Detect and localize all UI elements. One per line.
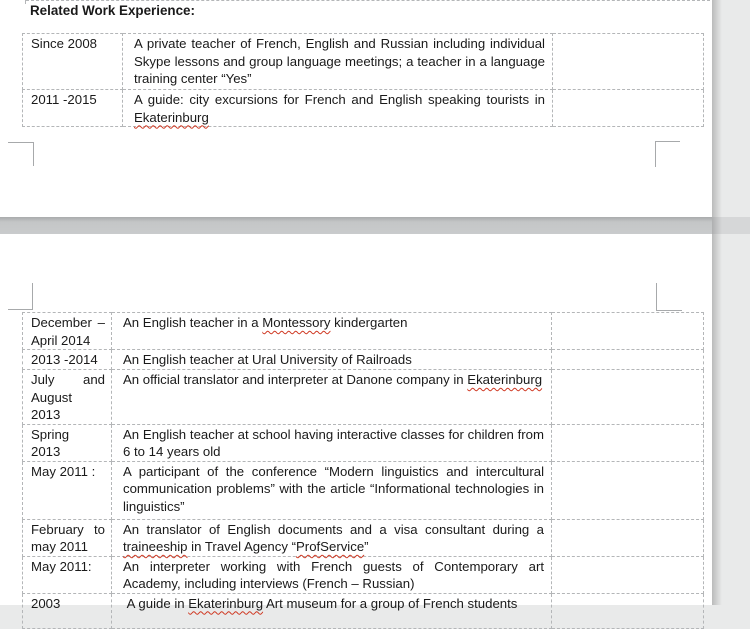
margin-crop-mark — [8, 309, 33, 310]
description-cell[interactable] — [112, 424, 552, 461]
experience-table-page1 — [22, 33, 704, 127]
misspelled-word: Ekaterinburg — [188, 595, 264, 611]
date-cell[interactable] — [23, 34, 123, 90]
empty-cell[interactable] — [552, 556, 704, 593]
table-row — [23, 313, 704, 350]
date-line: 2011 -2015 — [31, 92, 97, 107]
description-cell[interactable] — [112, 350, 552, 370]
misspelled-word: Ekaterinburg — [467, 372, 543, 387]
date-line: February to — [31, 521, 105, 537]
date-line: July and — [31, 372, 105, 387]
table-row — [23, 519, 704, 556]
description-cell[interactable] — [112, 461, 552, 519]
text-segment: An English teacher at Ural University of Railroads — [123, 352, 412, 367]
misspelled-word: traineeship — [123, 539, 188, 554]
empty-cell[interactable] — [553, 90, 704, 127]
table-row — [23, 424, 704, 461]
margin-crop-mark — [656, 283, 657, 311]
margin-crop-mark — [32, 283, 33, 310]
text-segment: A participant of the conference “Modern linguistics and intercultural communication problems” with the article “Informational technologies in linguistics” — [123, 463, 544, 514]
text-segment: An interpreter working with French guests of Contemporary art Academy, including interviews (French – Russian) — [123, 558, 544, 591]
misspelled-word: ProfService — [296, 539, 365, 554]
text-segment: A guide in — [123, 595, 189, 611]
date-cell[interactable] — [23, 90, 123, 127]
empty-cell[interactable] — [552, 519, 704, 556]
date-cell[interactable] — [23, 461, 112, 519]
margin-crop-mark — [655, 141, 680, 142]
text-segment: in Travel Agency “ — [187, 539, 296, 554]
description-cell[interactable] — [112, 556, 552, 593]
empty-cell[interactable] — [552, 424, 704, 461]
date-cell[interactable] — [23, 556, 112, 593]
text-segment: kindergarten — [330, 315, 408, 330]
date-cell[interactable] — [23, 593, 112, 628]
date-line: May 2011: — [31, 558, 92, 574]
date-line: Spring 2013 — [31, 426, 73, 459]
description-cell[interactable] — [112, 313, 552, 350]
date-cell[interactable] — [23, 370, 112, 425]
empty-cell[interactable] — [552, 370, 704, 425]
description-cell[interactable] — [123, 90, 553, 127]
margin-crop-mark — [655, 141, 656, 167]
text-segment: An English teacher at school having interactive classes for children from 6 to 14 years old — [123, 426, 544, 459]
experience-table-page1-body — [23, 34, 704, 127]
date-cell[interactable] — [23, 313, 112, 350]
table-row — [23, 556, 704, 593]
text-segment: ” — [364, 539, 369, 554]
date-line: April 2014 — [31, 332, 91, 348]
text-segment: Art museum for a group of French students — [263, 595, 518, 611]
date-line: 2013 -2014 — [31, 352, 98, 367]
date-cell[interactable] — [23, 519, 112, 556]
table-row — [23, 370, 704, 425]
table-row — [23, 350, 704, 370]
experience-table-page2-body — [23, 313, 704, 629]
page-gap — [0, 217, 712, 234]
date-cell[interactable] — [23, 424, 112, 461]
cut-off-cell-border-tick — [25, 0, 26, 4]
text-segment: An English teacher in a — [123, 315, 263, 330]
section-heading[interactable]: Related Work Experience: — [30, 3, 195, 18]
table-row — [23, 593, 704, 628]
empty-cell[interactable] — [552, 461, 704, 519]
table-row — [23, 461, 704, 519]
description-cell[interactable] — [112, 593, 552, 628]
description-cell[interactable] — [112, 519, 552, 556]
cut-off-cell-border — [26, 0, 710, 1]
text-segment: An translator of English documents and a visa consultant during a — [123, 521, 544, 537]
date-line: Since 2008 — [31, 36, 97, 51]
empty-cell[interactable] — [552, 313, 704, 350]
date-cell[interactable] — [23, 350, 112, 370]
date-line: December – — [31, 315, 105, 330]
table-row — [23, 34, 704, 90]
date-line: may 2011 — [31, 539, 88, 554]
empty-cell[interactable] — [552, 350, 704, 370]
date-line: 2003 — [31, 595, 61, 611]
date-line: May 2011 : — [31, 463, 96, 479]
margin-crop-mark — [8, 142, 33, 143]
misspelled-word: Montessory — [262, 315, 331, 330]
text-segment: An official translator and interpreter at Danone company in — [123, 372, 468, 387]
misspelled-word: Ekaterinburg — [134, 109, 209, 125]
description-cell[interactable] — [123, 34, 553, 90]
experience-table-page2 — [22, 312, 704, 629]
text-segment: A guide: city excursions for French and English speaking tourists in — [134, 92, 545, 107]
date-line: August 2013 — [31, 389, 73, 422]
text-segment: A private teacher of French, English and Russian including individual Skype lessons and group language meetings; a teacher in a language training center “Yes” — [134, 36, 545, 86]
empty-cell[interactable] — [553, 34, 704, 90]
description-cell[interactable] — [112, 370, 552, 425]
empty-cell[interactable] — [552, 593, 704, 628]
table-row — [23, 90, 704, 127]
page-edge-shadow — [712, 0, 722, 605]
margin-crop-mark — [33, 142, 34, 166]
margin-crop-mark — [656, 310, 682, 311]
